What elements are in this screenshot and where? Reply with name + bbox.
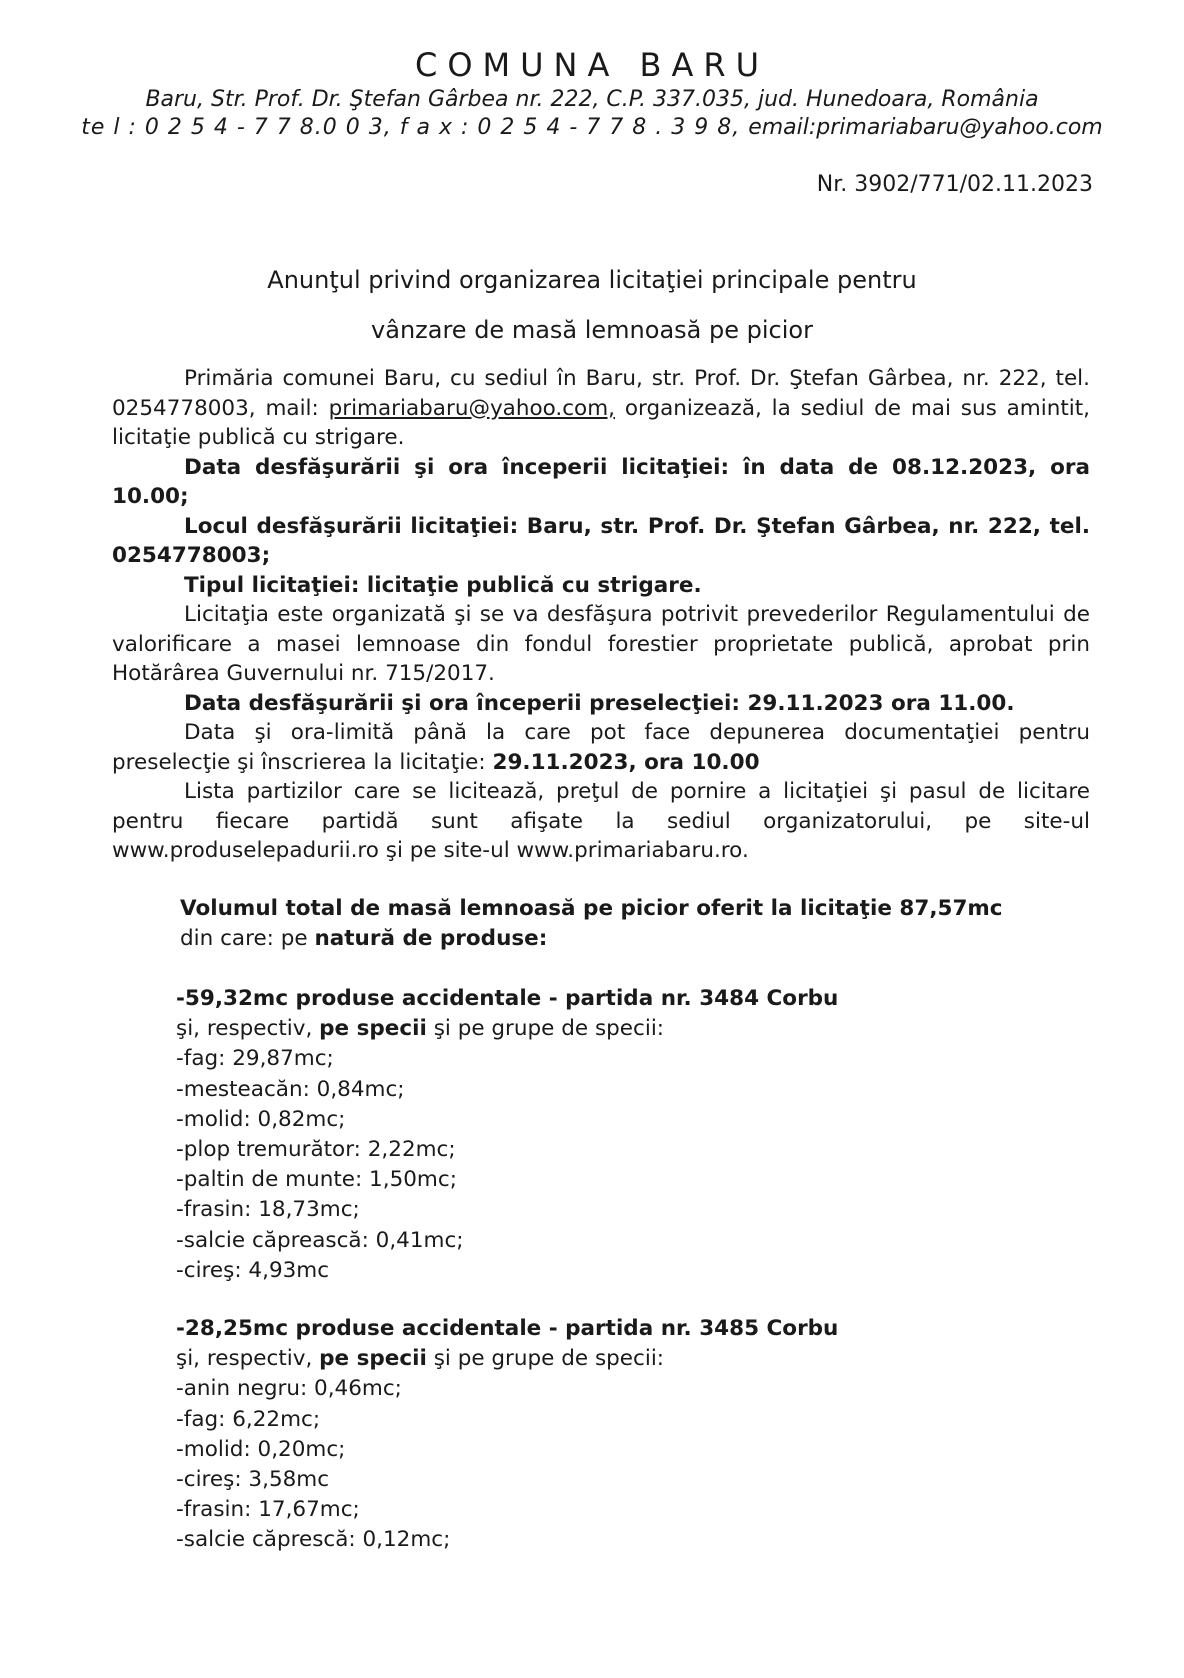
announcement-title-line2: vânzare de masă lemnoasă pe picior: [371, 316, 813, 344]
species-item: -frasin: 17,67mc;: [176, 1497, 360, 1523]
product-nature-line: [180, 924, 1003, 954]
product-nature-bold: natură de produse:: [314, 925, 548, 951]
municipality-title: COMUNA BARU: [414, 46, 770, 84]
lot-species-intro: [176, 1344, 838, 1374]
species-intro-c: şi pe grupe de specii:: [426, 1016, 665, 1042]
species-intro-c: şi pe grupe de specii:: [426, 1346, 665, 1372]
intro-text-1: Primăria comunei Baru, cu sediul în Baru, str. Prof. Dr. Ştefan Gârbea, nr. 222, tel. 0254778003, mail:: [112, 366, 1090, 421]
regulation-paragraph: Licitaţia este organizată şi se va desfăşura potrivit prevederilor Regulamentului de valorificare a masei lemnoase din fondul forestier proprietate publică, aprobat prin Hotărârea Guvernului nr. 715/2017.: [112, 602, 1090, 686]
species-item: -cireş: 4,93mc: [176, 1257, 330, 1283]
document-number: Nr. 3902/771/02.11.2023: [816, 172, 1093, 197]
lot-species-intro: [176, 1014, 838, 1044]
deadline-text: Data şi ora-limită până la care pot face depunerea documentaţiei pentru preselecţie şi înscrierea la licitaţie:: [112, 720, 1090, 775]
species-item: -anin negru: 0,46mc;: [176, 1376, 402, 1402]
municipality-address: Baru, Str. Prof. Dr. Ştefan Gârbea nr. 222, C.P. 337.035, jud. Hunedoara, România: [145, 87, 1039, 112]
species-item: -fag: 6,22mc;: [176, 1406, 321, 1432]
lot-heading: -59,32mc produse accidentale - partida nr. 3484 Corbu: [176, 986, 839, 1011]
contact-email: email:primariabaru@yahoo.com: [748, 115, 1103, 140]
total-volume-block: [180, 894, 1003, 953]
species-item: -frasin: 18,73mc;: [176, 1197, 360, 1223]
species-item: -fag: 29,87mc;: [176, 1046, 334, 1072]
species-item: -salcie căprească: 0,41mc;: [176, 1227, 464, 1253]
contact-phones: te l : 0 2 5 4 - 7 7 8.0 0 3, f a x : 0 2 5 4 - 7 7 8 . 3 9 8,: [81, 115, 741, 140]
auction-location: Locul desfăşurării licitaţiei: Baru, str. Prof. Dr. Ştefan Gârbea, nr. 222, tel. 0254778003;: [112, 513, 1090, 568]
announcement-body: [112, 364, 1090, 866]
deadline-paragraph: [112, 718, 1090, 777]
species-intro-b: pe specii: [319, 1346, 427, 1372]
species-intro-a: şi, respectiv,: [176, 1016, 320, 1042]
auction-date: Data desfăşurării şi ora începerii licitaţiei: în data de 08.12.2023, ora 10.00;: [112, 454, 1090, 509]
species-item: -molid: 0,82mc;: [176, 1106, 346, 1132]
product-nature-text: din care: pe: [180, 925, 315, 951]
species-intro-a: şi, respectiv,: [176, 1346, 320, 1372]
preselection-date: Data desfăşurării şi ora începerii preselecţiei: 29.11.2023 ora 11.00.: [184, 690, 1015, 716]
intro-paragraph: [112, 364, 1090, 453]
total-volume-line: Volumul total de masă lemnoasă pe picior oferit la licitaţie 87,57mc: [180, 896, 1003, 921]
email-link[interactable]: primariabaru@yahoo.com,: [328, 395, 615, 421]
species-item: -molid: 0,20mc;: [176, 1436, 346, 1462]
lots-list-paragraph: Lista partizilor care se licitează, preţul de pornire a licitaţiei şi pasul de licitare pentru fiecare partidă sunt afişate la sediul organizatorului, pe site-ul www.produselepadurii.ro şi pe site-ul www.primariabaru.ro.: [112, 779, 1090, 863]
municipality-contact: [0, 115, 1184, 140]
announcement-title-line1: Anunţul privind organizarea licitaţiei principale pentru: [267, 266, 917, 294]
species-item: -salcie căprescă: 0,12mc;: [176, 1527, 451, 1553]
species-item: -paltin de munte: 1,50mc;: [176, 1167, 457, 1193]
species-intro-b: pe specii: [319, 1016, 427, 1042]
species-item: -mesteacăn: 0,84mc;: [176, 1076, 405, 1102]
lot-heading: -28,25mc produse accidentale - partida nr. 3485 Corbu: [176, 1316, 839, 1341]
species-item: -plop tremurător: 2,22mc;: [176, 1137, 456, 1163]
lot-3485-block: [176, 1314, 838, 1556]
intro-text-2: organizează, la sediul de mai sus amintit, licitaţie publică cu strigare.: [112, 395, 1090, 450]
deadline-date: 29.11.2023, ora 10.00: [492, 749, 760, 775]
species-item: -cireş: 3,58mc: [176, 1467, 330, 1493]
auction-type: Tipul licitaţiei: licitaţie publică cu strigare.: [184, 572, 702, 598]
lot-3484-block: [176, 984, 838, 1286]
